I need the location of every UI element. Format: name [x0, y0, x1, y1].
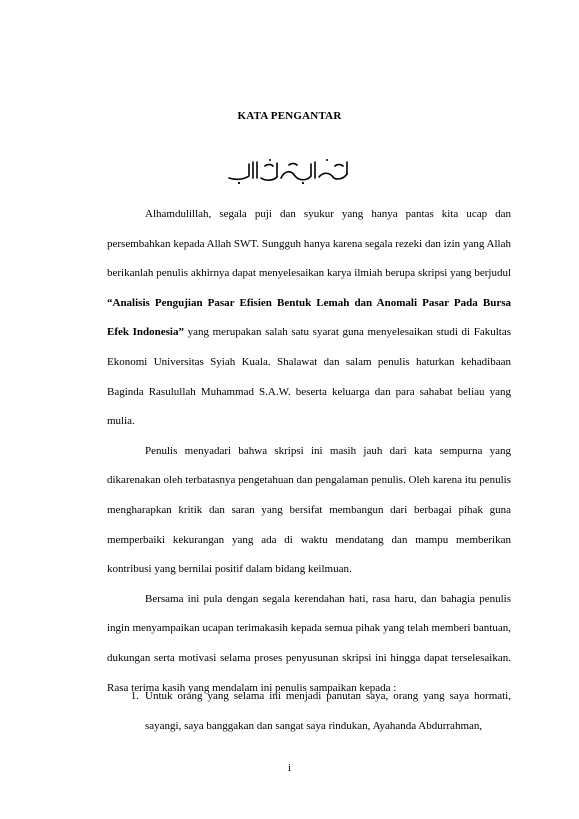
list-item — [107, 682, 511, 741]
paragraph-opening-text: Alhamdulillah, segala puji dan syukur yang hanya pantas kita ucap dan persembahkan kepada Allah SWT. Sungguh hanya karena segala rezeki dan izin yang Allah berikanlah penulis akhirnya dapat menyelesaikan karya ilmiah berupa skripsi yang berjudul — [107, 208, 511, 280]
thanks-list — [107, 682, 511, 741]
paragraph-acknowledgement: Penulis menyadari bahwa skripsi ini masih jauh dari kata sempurna yang dikarenakan oleh terbatasnya pengetahuan dan pengalaman penulis. Oleh karena itu penulis mengharapkan kritik dan saran yang bersifat membangun dari berbagai pihak guna memperbaiki kekurangan yang ada di waktu mendatang dan mampu memberikan kontribusi yang bernilai positif dalam bidang keilmuan. — [107, 444, 511, 576]
paragraph-thanks: Bersama ini pula dengan segala kerendahan hati, rasa haru, dan bahagia penulis ingin menyampaikan ucapan terimakasih kepada semua pihak yang telah memberi bantuan, dukungan serta motivasi selama proses penyusunan skripsi ini hingga dapat terselesaikan. Rasa terima kasih yang mendalam ini penulis sampaikan kepada : — [107, 592, 511, 694]
paragraph-opening — [107, 200, 511, 437]
list-item-number: 1. — [130, 690, 139, 702]
thesis-title: “Analisis Pengujian Pasar Efisien Bentuk Lemah dan Anomali Pasar Pada Bursa Efek Indonesia” — [107, 296, 511, 339]
basmalah-calligraphy — [0, 156, 579, 186]
paragraph-opening-continuation: yang merupakan salah satu syarat guna menyelesaikan studi di Fakultas Ekonomi Universitas Syiah Kuala. Shalawat dan salam penulis haturkan kehadibaan Baginda Rasulullah Muhammad S.A.W. beserta keluarga dan para sahabat beliau yang mulia. — [107, 326, 511, 428]
basmalah-calligraphy-image — [225, 156, 355, 186]
page-number: i — [287, 762, 292, 774]
page-title: KATA PENGANTAR — [237, 110, 342, 122]
main-text — [107, 200, 511, 703]
list-item-text: Untuk orang yang selama ini menjadi panutan saya, orang yang saya hormati, sayangi, saya banggakan dan sangat saya rindukan, Ayahanda Abdurrahman, — [145, 690, 511, 732]
